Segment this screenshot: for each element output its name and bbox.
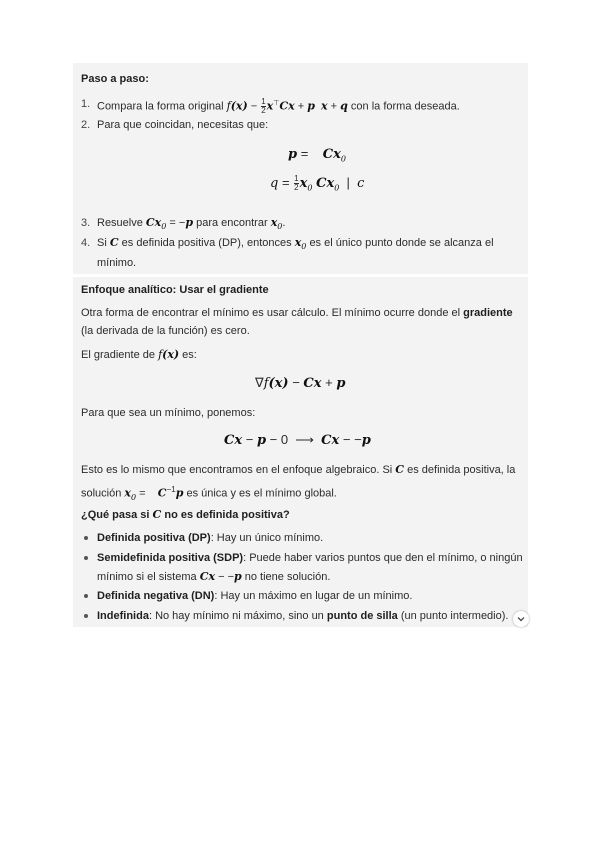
paragraph-1-line2: (la derivada de la función) es cero. <box>81 325 250 337</box>
question-heading: ¿Qué pasa si C no es definida positiva? <box>81 508 290 521</box>
bullet-sdp: Semidefinida positiva (SDP): Puede haber varios puntos que den el mínimo, o ningún <box>97 552 523 564</box>
paragraph-1: Otra forma de encontrar el mínimo es usar cálculo. El mínimo ocurre donde el gradiente <box>81 307 513 319</box>
bullet-dot <box>84 594 88 598</box>
bullet-dot <box>84 556 88 560</box>
step-number: 3. <box>81 217 91 229</box>
equation-p: p = $Cx_0$ <box>288 146 346 164</box>
bullet-dp: Definida positiva (DP): Hay un único mínimo. <box>97 532 324 544</box>
bullet-dn: Definida negativa (DN): Hay un máximo en lugar de un mínimo. <box>97 590 413 602</box>
step-3: Resuelve $Cx_0 = -p$ para encontrar $x_0$. <box>97 216 286 232</box>
paragraph-2: El gradiente de f(x) es: <box>81 348 197 361</box>
scroll-down-button[interactable] <box>513 611 529 627</box>
chevron-down-icon <box>516 614 526 624</box>
step-4-line2: mínimo. <box>97 257 137 269</box>
step-number: 1. <box>81 98 91 110</box>
bullet-indefinida: Indefinida: No hay mínimo ni máximo, sino un punto de silla (un punto intermedio). <box>97 610 509 622</box>
step-2: Para que coincidan, necesitas que: <box>97 119 269 131</box>
section-heading-gradiente: Enfoque analítico: Usar el gradiente <box>81 284 269 296</box>
step-1: Compara la forma original f(x) − $\frac{1}{2}$ x⊤Cx + p x + q con la forma deseada. <box>97 97 460 116</box>
section-heading-paso: Paso a paso: <box>81 73 149 85</box>
equation-q: q = $\frac{1}{2}$ $x_0$ $Cx_0$ | c <box>270 174 365 193</box>
paragraph-3: Para que sea un mínimo, ponemos: <box>81 407 256 419</box>
step-number: 4. <box>81 237 91 249</box>
bullet-sdp-line2: mínimo si el sistema Cx − −p no tiene solución. <box>97 570 331 583</box>
step-number: 2. <box>81 119 91 131</box>
paragraph-4-line2: solución $x_0$ = $C^{-1}p$ es única y es el mínimo global. <box>81 485 337 502</box>
bullet-dot <box>84 536 88 540</box>
paragraph-4: Esto es lo mismo que encontramos en el enfoque algebraico. Si C es definida positiva, la <box>81 463 516 476</box>
step-4: Si C es definida positiva (DP), entonces $x_0$ es el único punto donde se alcanza el <box>97 236 494 252</box>
equation-minimum: Cx − p − 0 ⟶ Cx − −p <box>224 432 371 448</box>
equation-gradient: ∇f(x) − Cx + p <box>255 375 346 391</box>
bullet-dot <box>84 614 88 618</box>
